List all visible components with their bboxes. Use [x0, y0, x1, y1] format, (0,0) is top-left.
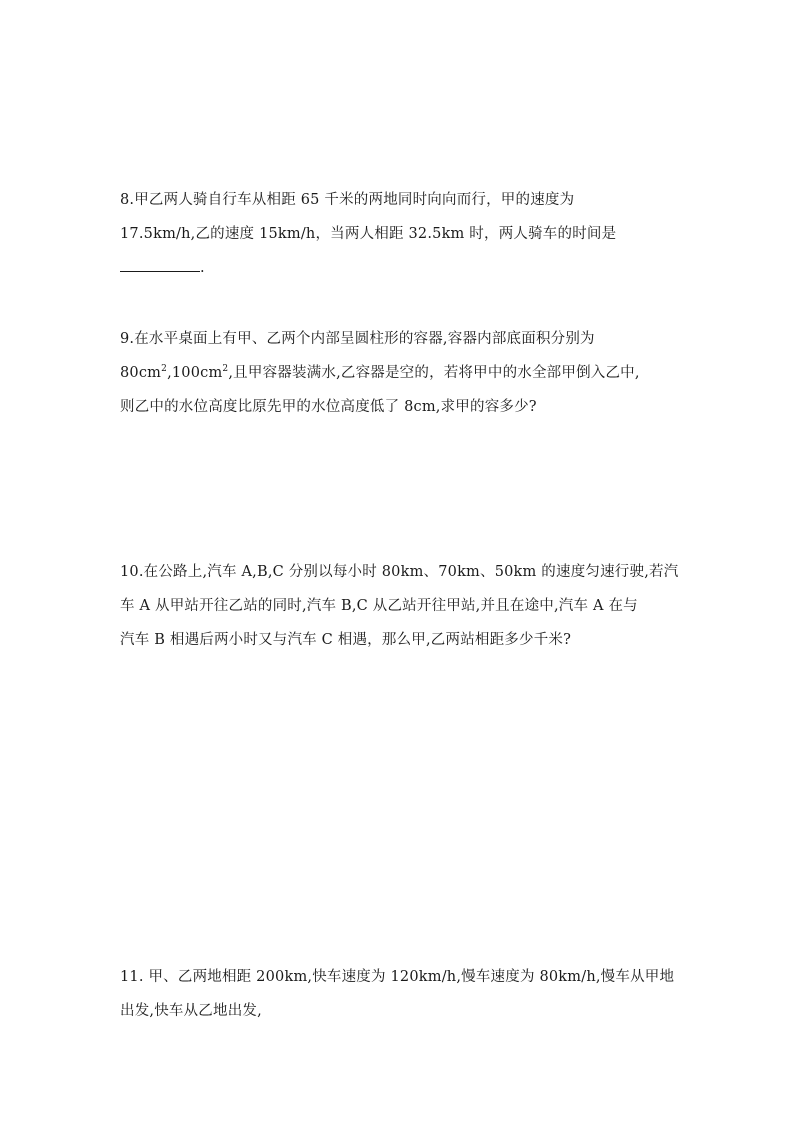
question-9-line-2-rest: ,且甲容器装满水,乙容器是空的，若将甲中的水全部甲倒入乙中,: [228, 365, 640, 381]
question-10-line-3: 汽车 B 相遇后两小时又与汽车 C 相遇，那么甲,乙两站相距多少千米?: [120, 632, 572, 648]
question-9-area-b: ,100cm: [167, 365, 223, 381]
question-8-line-2: 17.5km/h,乙的速度 15km/h，当两人相距 32.5km 时，两人骑车的时间是: [120, 226, 617, 242]
question-9-line-2: [120, 356, 678, 390]
question-8-line-3-suffix: .: [200, 260, 205, 276]
question-11: [120, 960, 678, 1028]
question-8-line-3: [120, 251, 678, 285]
question-10-line-1: 10.在公路上,汽车 A,B,C 分别以每小时 80km、70km、50km 的速度匀速行驶,若汽: [120, 564, 679, 580]
question-10-line-2: 车 A 从甲站开往乙站的同时,汽车 B,C 从乙站开往甲站,并且在途中,汽车 A 在与: [120, 598, 638, 614]
question-9-line-1: 9.在水平桌面上有甲、乙两个内部呈圆柱形的容器,容器内部底面积分别为: [120, 331, 595, 347]
answer-blank[interactable]: [120, 253, 200, 272]
squared-superscript: 2: [222, 364, 229, 375]
question-8: [120, 183, 678, 285]
question-11-line-1: 11. 甲、乙两地相距 200km,快车速度为 120km/h,慢车速度为 80km/h,慢车从甲地: [120, 969, 675, 985]
question-9: [120, 322, 678, 424]
question-10: [120, 555, 678, 657]
question-11-line-2: 出发,快车从乙地出发,: [120, 1003, 262, 1019]
question-8-line-1: 8.甲乙两人骑自行车从相距 65 千米的两地同时向向而行，甲的速度为: [120, 192, 575, 208]
question-9-area-a: 80cm: [120, 365, 162, 381]
question-9-line-3: 则乙中的水位高度比原先甲的水位高度低了 8cm,求甲的容多少?: [120, 399, 537, 415]
squared-superscript: 2: [161, 364, 168, 375]
